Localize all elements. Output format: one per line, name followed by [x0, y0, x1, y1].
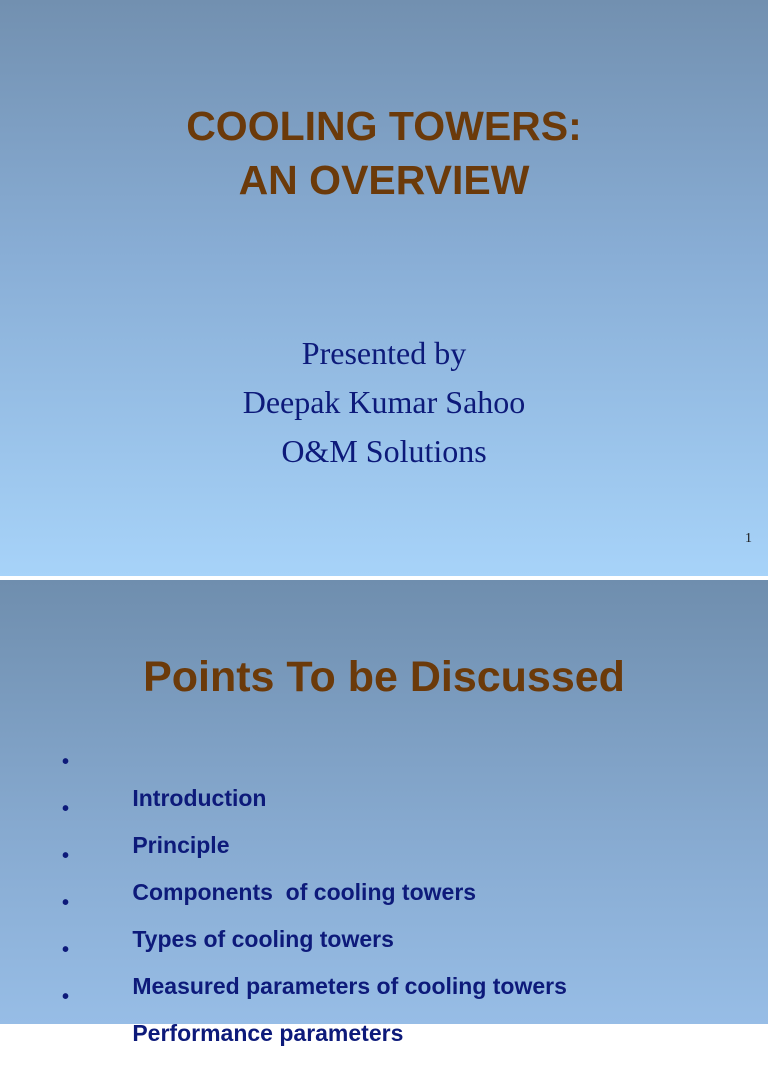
agenda-list [62, 744, 567, 1046]
list-item-label: Introduction [132, 785, 267, 811]
list-item [62, 838, 567, 905]
bullet-icon: • [62, 892, 70, 914]
list-item [62, 932, 567, 999]
bullet-icon: • [62, 751, 70, 773]
list-item-label: Components of cooling towers [132, 879, 477, 905]
list-item [62, 979, 567, 1046]
list-item-label: Performance parameters [132, 1020, 404, 1046]
list-item-label: Measured parameters of cooling towers [132, 973, 567, 999]
bullet-icon: • [62, 798, 70, 820]
list-item-label: Principle [132, 832, 230, 858]
slide-title-line-1: COOLING TOWERS: [186, 103, 582, 149]
list-item [62, 744, 567, 811]
list-item-label: Types of cooling towers [132, 926, 394, 952]
list-item [62, 885, 567, 952]
author-name: Deepak Kumar Sahoo [242, 384, 526, 420]
bullet-icon: • [62, 939, 70, 961]
slide-number: 1 [745, 531, 752, 546]
slide-title-line-2: AN OVERVIEW [238, 157, 530, 203]
bullet-icon: • [62, 986, 70, 1008]
agenda-slide [0, 580, 768, 1046]
list-item [62, 791, 567, 858]
presented-by-label: Presented by [301, 335, 467, 371]
organization-name: O&M Solutions [281, 433, 487, 469]
bullet-icon: • [62, 845, 70, 867]
agenda-heading: Points To be Discussed [143, 653, 625, 701]
